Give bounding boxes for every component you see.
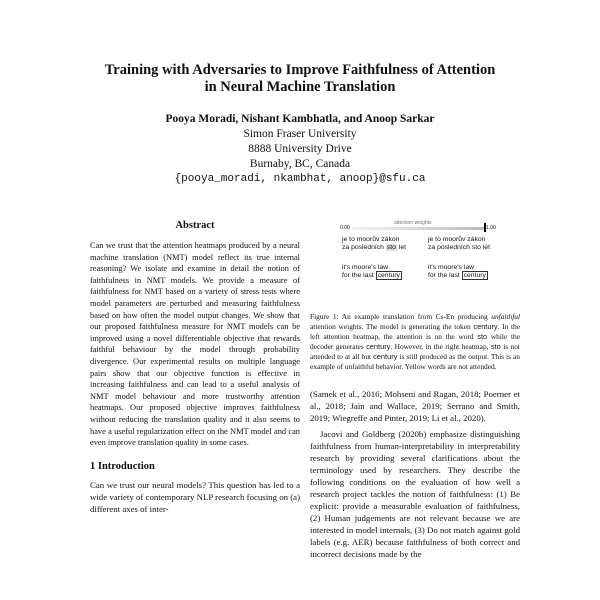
introduction-text: Can we trust our neural models? This question has led to a wide variety of contemporary NLP research focusing on (a) different axes of inter- bbox=[90, 479, 300, 514]
author-names: Pooya Moradi, Nishant Kambhatla, and Anoop Sarkar bbox=[165, 113, 435, 125]
author-emails: {pooya_moradi, nkambhat, anoop}@sfu.ca bbox=[174, 173, 426, 185]
caption-word-century: century bbox=[366, 342, 391, 351]
caption-word-century: century bbox=[473, 322, 498, 331]
paper-title bbox=[60, 62, 540, 96]
caption-part-1: Figure 1: An example translation from Cs-En producing bbox=[310, 312, 492, 321]
right-target-line-1: it's moore's law bbox=[428, 264, 475, 271]
left-source-line-2-text: za posledních bbox=[342, 244, 384, 251]
left-column bbox=[90, 220, 300, 515]
right-heatmap-target bbox=[428, 264, 488, 280]
left-target-line-2-text: for the last bbox=[342, 272, 374, 279]
address-line-1: 8888 University Drive bbox=[248, 143, 352, 155]
right-heatmap-source bbox=[428, 236, 490, 252]
caption-part-3: . In the left attention heatmap, the attention is on the word bbox=[310, 322, 520, 341]
left-heatmap-target bbox=[342, 264, 402, 280]
right-column bbox=[310, 220, 520, 564]
right-target-highlight: century bbox=[463, 272, 486, 279]
right-source-line-1: je to moorův zákon bbox=[428, 236, 486, 243]
left-source-highlight: sto bbox=[386, 244, 396, 251]
figure-scale-max: 1.00 bbox=[486, 225, 496, 231]
right-target-line-2 bbox=[428, 272, 488, 280]
author-block bbox=[60, 112, 540, 187]
caption-part-6: is not attended to at all but bbox=[310, 342, 520, 361]
figure-attention-heatmaps bbox=[310, 220, 520, 298]
affiliation: Simon Fraser University bbox=[243, 128, 357, 140]
caption-part-2: attention weights. The model is generating the token bbox=[310, 322, 474, 331]
address-line-2: Burnaby, BC, Canada bbox=[249, 158, 351, 170]
caption-part-7: is still produced as the output. This is an example of unfaithful behavior. Yellow words are not attended. bbox=[310, 352, 520, 371]
abstract-text: Can we trust that the attention heatmaps produced by a neural machine translation (NMT) model reflect its true internal reasoning? We isolate and examine in detail the notion of faithfulness in NMT models. We provide a measure of faithfulness for NMT based on a variety of stress tests where model parameters are perturbed and measuring faithfulness based on how often the model output changes. We show that our proposed faithfulness measure for NMT models can be improved using a novel differentiable objective that rewards faithful behaviour by the model through probability divergence. Our experimental results on multiple language pairs show that our objective function is effective in increasing faithfulness and can lead to a useful analysis of NMT model behaviour and more trustworthy attention heatmaps. Our proposed objective improves faithfulness without reducing the translation quality and it also seems to have a useful regularization effect on the NMT model and can even improve translation quality in some cases. bbox=[90, 241, 300, 448]
figure-scale-label: attention weights bbox=[394, 220, 432, 226]
figure-caption bbox=[310, 312, 520, 372]
abstract-heading: Abstract bbox=[175, 220, 215, 231]
right-body-text bbox=[310, 388, 520, 560]
caption-part-4: while the decoder generates bbox=[310, 332, 520, 351]
caption-word-sto: sto bbox=[490, 342, 501, 351]
left-target-highlight: century bbox=[377, 272, 400, 279]
left-target-line-1: it's moore's law bbox=[342, 264, 389, 271]
figure-color-scale bbox=[352, 227, 486, 230]
title-line-1: Training with Adversaries to Improve Faithfulness of Attention bbox=[104, 62, 496, 78]
right-target-line-2-text: for the last bbox=[428, 272, 460, 279]
left-heatmap-source bbox=[342, 236, 406, 252]
left-source-line-1: je to moorův zákon bbox=[342, 236, 400, 243]
title-line-2: in Neural Machine Translation bbox=[204, 79, 396, 95]
introduction-heading: 1 Introduction bbox=[90, 460, 155, 472]
left-target-line-2 bbox=[342, 272, 402, 280]
right-source-line-2: za posledních sto let bbox=[428, 244, 490, 251]
left-source-line-2 bbox=[342, 244, 406, 252]
right-paragraph-2: Jacovi and Goldberg (2020b) emphasize distinguishing faithfulness from human-interpretability in interpretability research by providing several clarifications about the terminology used by researchers. They describe the following conditions on the evaluation of how well a research project tackles the notion of faithfulness: (1) Be explicit: provide a measurable evaluation of faithfulness, (2) Human judgements are not relevant because we are interested in model internals, (3) Do not match against gold labels (e.g. AER) because faithfulness of both correct and incorrect decisions made by the bbox=[310, 429, 520, 559]
caption-word-century: century bbox=[373, 352, 398, 361]
caption-word-sto: sto bbox=[477, 332, 488, 341]
figure-scale-min: 0.00 bbox=[340, 225, 350, 231]
left-source-end: let bbox=[398, 244, 406, 251]
caption-unfaithful: unfaithful bbox=[491, 312, 520, 321]
right-paragraph-1: (Samek et al., 2016; Mohseni and Ragan, 2018; Poerner et al., 2018; Jain and Wallace, 2019; Serrano and Smith, 2019; Wiegreffe and Pinter, 2019; Li et al., 2020). bbox=[310, 389, 520, 423]
caption-part-5: . However, in the right heatmap, bbox=[390, 342, 491, 351]
